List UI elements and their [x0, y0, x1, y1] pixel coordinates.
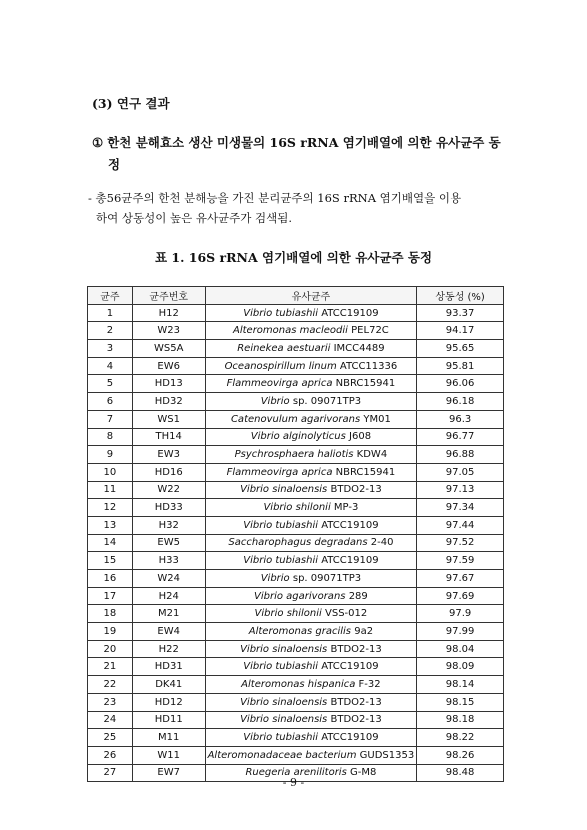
species-name: Vibrio alginolyticus [250, 431, 346, 443]
cell-similar-strain [205, 340, 417, 358]
cell-identity: 97.34 [417, 499, 504, 517]
table-row [88, 570, 504, 588]
cell-strain-no: 10 [88, 463, 133, 481]
species-name: Vibrio tubiashii [243, 661, 319, 673]
cell-similar-strain [205, 393, 417, 411]
subheading [92, 132, 512, 176]
table-row [88, 693, 504, 711]
species-name: Alteromonadaceae bacterium [207, 749, 357, 761]
strain-designation: NBRC15941 [335, 378, 396, 390]
strain-designation: J608 [349, 431, 372, 443]
cell-strain-code: EW4 [132, 623, 205, 641]
cell-similar-strain [205, 516, 417, 534]
table-row [88, 463, 504, 481]
cell-identity: 94.17 [417, 322, 504, 340]
cell-similar-strain [205, 729, 417, 747]
subheading-line2: 정 [108, 157, 121, 172]
cell-strain-no: 24 [88, 711, 133, 729]
strain-designation: BTDO2-13 [330, 696, 382, 708]
table-caption: 표 1. 16S rRNA 염기배열에 의한 유사균주 동정 [154, 250, 433, 265]
cell-identity: 97.44 [417, 516, 504, 534]
table-row [88, 499, 504, 517]
strain-designation: 2-40 [370, 537, 394, 549]
cell-strain-code: H32 [132, 516, 205, 534]
species-name: Vibrio sinaloensis [240, 714, 328, 726]
strain-designation: NBRC15941 [335, 466, 396, 478]
cell-identity: 96.18 [417, 393, 504, 411]
cell-strain-code: M21 [132, 605, 205, 623]
cell-identity: 98.04 [417, 640, 504, 658]
species-name: Alteromonas gracilis [248, 625, 352, 637]
cell-similar-strain [205, 410, 417, 428]
cell-strain-no: 25 [88, 729, 133, 747]
cell-strain-code: EW5 [132, 534, 205, 552]
column-header-similar-strain: 유사균주 [205, 287, 417, 305]
table-row [88, 357, 504, 375]
strain-designation: BTDO2-13 [330, 484, 382, 496]
cell-strain-code: H22 [132, 640, 205, 658]
cell-strain-code: HD33 [132, 499, 205, 517]
strain-designation: YM01 [363, 413, 391, 425]
table-row [88, 481, 504, 499]
cell-identity: 98.48 [417, 764, 504, 782]
species-name: Psychrosphaera haliotis [234, 449, 354, 461]
cell-strain-code: W22 [132, 481, 205, 499]
cell-similar-strain [205, 534, 417, 552]
cell-identity: 97.69 [417, 587, 504, 605]
species-name: Alteromonas macleodii [233, 325, 348, 337]
table-row [88, 516, 504, 534]
cell-strain-no: 2 [88, 322, 133, 340]
strain-designation: MP-3 [333, 502, 359, 514]
cell-similar-strain [205, 676, 417, 694]
cell-strain-code: H24 [132, 587, 205, 605]
species-name: Oceanospirillum linum [224, 360, 337, 372]
cell-similar-strain [205, 357, 417, 375]
column-header-identity: 상동성 (%) [417, 287, 504, 305]
strain-designation: PEL72C [351, 325, 389, 337]
cell-similar-strain [205, 640, 417, 658]
cell-strain-code: WS1 [132, 410, 205, 428]
cell-strain-no: 23 [88, 693, 133, 711]
cell-similar-strain [205, 693, 417, 711]
table-row [88, 446, 504, 464]
cell-strain-no: 11 [88, 481, 133, 499]
strain-designation: ATCC19109 [321, 307, 379, 319]
strain-designation: IMCC4489 [333, 342, 385, 354]
cell-strain-code: EW3 [132, 446, 205, 464]
strain-designation: G-M8 [349, 767, 377, 779]
cell-strain-code: W24 [132, 570, 205, 588]
cell-similar-strain [205, 587, 417, 605]
subheading-line1: 한천 분해효소 생산 미생물의 16S rRNA 염기배열에 의한 유사균주 동 [107, 135, 501, 150]
cell-identity: 97.99 [417, 623, 504, 641]
strain-designation: ATCC19109 [321, 661, 379, 673]
cell-strain-no: 16 [88, 570, 133, 588]
strain-identification-table [87, 286, 504, 782]
cell-strain-code: M11 [132, 729, 205, 747]
cell-strain-code: HD16 [132, 463, 205, 481]
table-row [88, 605, 504, 623]
strain-designation: F-32 [358, 678, 381, 690]
table-row [88, 623, 504, 641]
cell-strain-no: 20 [88, 640, 133, 658]
species-name: Alteromonas hispanica [241, 678, 356, 690]
species-name: Vibrio tubiashii [243, 307, 319, 319]
cell-similar-strain [205, 463, 417, 481]
cell-strain-code: HD13 [132, 375, 205, 393]
cell-strain-no: 14 [88, 534, 133, 552]
strain-designation: VSS-012 [325, 608, 368, 620]
cell-similar-strain [205, 428, 417, 446]
cell-strain-code: EW6 [132, 357, 205, 375]
cell-similar-strain [205, 711, 417, 729]
species-name: Vibrio sinaloensis [240, 696, 328, 708]
table-row [88, 676, 504, 694]
cell-strain-no: 6 [88, 393, 133, 411]
strain-designation: ATCC11336 [339, 360, 398, 372]
page-number: - 9 - [282, 776, 305, 789]
cell-strain-no: 9 [88, 446, 133, 464]
species-name: Flammeovirga aprica [226, 378, 333, 390]
cell-identity: 98.14 [417, 676, 504, 694]
cell-similar-strain [205, 570, 417, 588]
cell-strain-code: HD31 [132, 658, 205, 676]
cell-strain-no: 22 [88, 676, 133, 694]
table-row [88, 658, 504, 676]
species-name: Vibrio [260, 572, 290, 584]
species-name: Vibrio sinaloensis [240, 484, 328, 496]
table-row [88, 375, 504, 393]
cell-similar-strain [205, 375, 417, 393]
cell-strain-no: 7 [88, 410, 133, 428]
cell-strain-code: EW7 [132, 764, 205, 782]
species-name: Vibrio shilonii [263, 502, 331, 514]
cell-strain-no: 3 [88, 340, 133, 358]
cell-similar-strain [205, 623, 417, 641]
strain-designation: ATCC19109 [321, 555, 379, 567]
cell-identity: 97.05 [417, 463, 504, 481]
table-row [88, 587, 504, 605]
cell-identity: 96.88 [417, 446, 504, 464]
cell-identity: 97.13 [417, 481, 504, 499]
cell-strain-no: 13 [88, 516, 133, 534]
species-name: Vibrio agarivorans [254, 590, 346, 602]
cell-similar-strain [205, 446, 417, 464]
table-row [88, 304, 504, 322]
table-row [88, 322, 504, 340]
cell-strain-code: HD11 [132, 711, 205, 729]
table-row [88, 534, 504, 552]
cell-identity: 98.15 [417, 693, 504, 711]
table-row [88, 552, 504, 570]
strain-designation: GUDS1353 [359, 749, 415, 761]
cell-strain-code: HD32 [132, 393, 205, 411]
table-row [88, 711, 504, 729]
species-name: Vibrio [260, 395, 290, 407]
cell-identity: 97.9 [417, 605, 504, 623]
strain-designation: ATCC19109 [321, 519, 379, 531]
cell-identity: 96.3 [417, 410, 504, 428]
cell-similar-strain [205, 658, 417, 676]
cell-strain-no: 15 [88, 552, 133, 570]
cell-strain-no: 26 [88, 746, 133, 764]
cell-identity: 97.67 [417, 570, 504, 588]
species-name: Vibrio tubiashii [243, 555, 319, 567]
cell-strain-no: 1 [88, 304, 133, 322]
description-line2: 하여 상동성이 높은 유사균주가 검색됨. [96, 211, 293, 225]
species-name: Vibrio tubiashii [243, 732, 319, 744]
cell-strain-no: 21 [88, 658, 133, 676]
cell-strain-code: H12 [132, 304, 205, 322]
strain-designation: KDW4 [356, 449, 388, 461]
strain-designation: 289 [348, 590, 368, 602]
cell-strain-code: WS5A [132, 340, 205, 358]
description [88, 188, 508, 228]
species-name: Vibrio sinaloensis [240, 643, 328, 655]
cell-strain-no: 8 [88, 428, 133, 446]
cell-strain-no: 4 [88, 357, 133, 375]
strain-designation: sp. 09071TP3 [292, 572, 362, 584]
species-name: Ruegeria arenilitoris [245, 767, 347, 779]
table-row [88, 340, 504, 358]
cell-identity: 95.65 [417, 340, 504, 358]
table-row [88, 428, 504, 446]
cell-strain-no: 12 [88, 499, 133, 517]
cell-strain-no: 17 [88, 587, 133, 605]
table-row [88, 746, 504, 764]
strain-designation: ATCC19109 [321, 732, 379, 744]
description-line1: - 총56균주의 한천 분해능을 가진 분리균주의 16S rRNA 염기배열을 이용 [88, 191, 462, 205]
table-header-row [88, 287, 504, 305]
strain-designation: BTDO2-13 [330, 714, 382, 726]
cell-strain-code: W23 [132, 322, 205, 340]
cell-strain-code: W11 [132, 746, 205, 764]
cell-identity: 98.18 [417, 711, 504, 729]
cell-identity: 97.59 [417, 552, 504, 570]
table-row [88, 410, 504, 428]
species-name: Flammeovirga aprica [226, 466, 333, 478]
species-name: Vibrio tubiashii [243, 519, 319, 531]
cell-strain-no: 5 [88, 375, 133, 393]
subheading-number: ① [92, 135, 104, 150]
cell-strain-no: 18 [88, 605, 133, 623]
table-body [88, 304, 504, 782]
cell-identity: 97.52 [417, 534, 504, 552]
strain-designation: BTDO2-13 [330, 643, 382, 655]
column-header-strain-code: 균주번호 [132, 287, 205, 305]
table-row [88, 729, 504, 747]
cell-strain-no: 19 [88, 623, 133, 641]
species-name: Vibrio shilonii [254, 608, 322, 620]
cell-similar-strain [205, 481, 417, 499]
species-name: Saccharophagus degradans [228, 537, 368, 549]
species-name: Reinekea aestuarii [237, 342, 331, 354]
strain-designation: 9a2 [354, 625, 374, 637]
cell-identity: 93.37 [417, 304, 504, 322]
column-header-strain: 균주 [88, 287, 133, 305]
table-row [88, 393, 504, 411]
cell-identity: 96.77 [417, 428, 504, 446]
cell-strain-code: DK41 [132, 676, 205, 694]
section-heading: (3) 연구 결과 [92, 96, 170, 111]
cell-similar-strain [205, 499, 417, 517]
cell-identity: 95.81 [417, 357, 504, 375]
cell-strain-code: H33 [132, 552, 205, 570]
cell-similar-strain [205, 304, 417, 322]
cell-identity: 96.06 [417, 375, 504, 393]
cell-strain-code: HD12 [132, 693, 205, 711]
cell-similar-strain [205, 605, 417, 623]
table-row [88, 640, 504, 658]
cell-identity: 98.09 [417, 658, 504, 676]
cell-strain-code: TH14 [132, 428, 205, 446]
cell-strain-no: 27 [88, 764, 133, 782]
cell-identity: 98.26 [417, 746, 504, 764]
strain-designation: sp. 09071TP3 [292, 395, 362, 407]
cell-similar-strain [205, 746, 417, 764]
species-name: Catenovulum agarivorans [230, 413, 361, 425]
cell-similar-strain [205, 322, 417, 340]
cell-identity: 98.22 [417, 729, 504, 747]
cell-similar-strain [205, 552, 417, 570]
